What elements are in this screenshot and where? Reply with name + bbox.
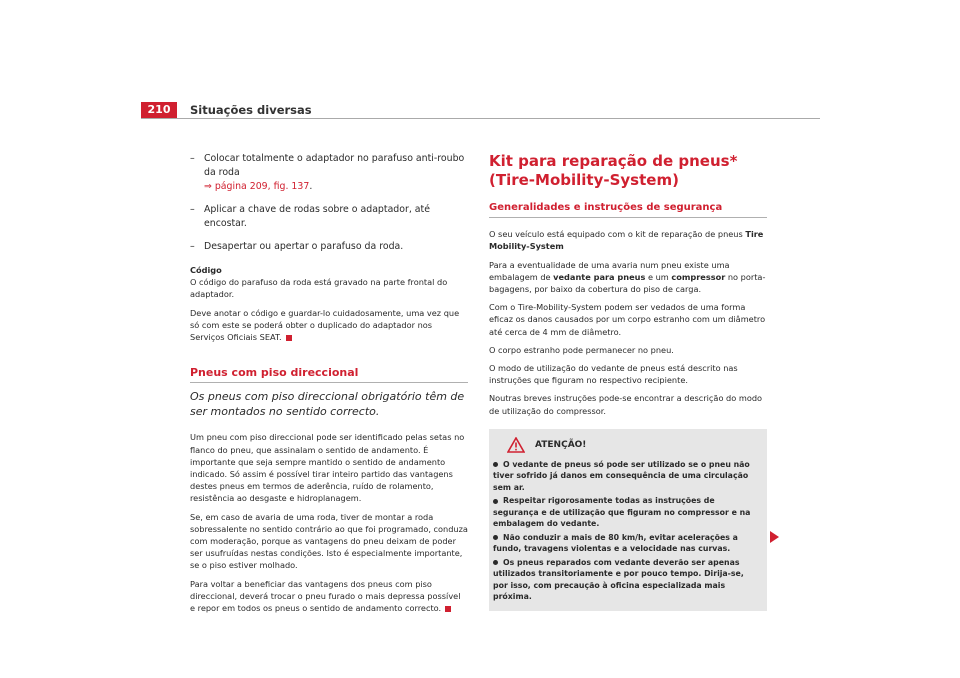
bullet-icon [493, 499, 498, 504]
warning-item-text: Os pneus reparados com vedante deverão ser apenas utilizados transitoriamente e por pouco tempo. Dirija-se, por isso, com precaução à oficina especializada mais próxima. [493, 557, 744, 602]
directional-paragraph-3: Para voltar a beneficiar das vantagens dos pneus com piso direccional, deverá trocar o pneu furado o mais depressa possível e repor em todos os pneus o sentido de andamento correcto. [190, 578, 461, 614]
text-run: e um [645, 271, 672, 282]
warning-item [493, 459, 761, 494]
header-rule [141, 118, 820, 119]
text-run: O seu veículo está equipado com o kit de reparação de pneus [489, 229, 746, 240]
kit-paragraph-4: O corpo estranho pode permanecer no pneu. [489, 344, 674, 355]
directional-paragraph-2: Se, em caso de avaria de uma roda, tiver de montar a roda sobressalente no sentido contrário ao que foi programado, conduza com moderação, porque as vantagens do pneu deixam de poder ser usufruídas nestas condições. Isto é especialmente importante, se o piso estiver molhado. [190, 511, 468, 571]
text-run: Para a eventualidade de uma avaria num pneu existe uma embalagem de [489, 259, 730, 282]
code-paragraph-2-wrap [190, 307, 468, 344]
page-number: 210 [141, 102, 177, 118]
continue-arrow-icon [770, 531, 779, 543]
kit-paragraph-1 [489, 228, 767, 252]
warning-item-text: Não conduzir a mais de 80 km/h, evitar acelerações a fundo, travagens violentas e a velocidade nas curvas. [493, 532, 738, 554]
warning-item [493, 557, 761, 603]
warning-item-text: O vedante de pneus só pode ser utilizado se o pneu não tiver sofrido já danos em consequência de uma circulação sem ar. [493, 459, 750, 492]
step-3 [190, 240, 468, 254]
step-text: Aplicar a chave de rodas sobre o adaptador, até encostar. [204, 204, 430, 229]
kit-section-title: Kit para reparação de pneus* (Tire-Mobility-System) [489, 152, 738, 189]
step-dash: – [190, 153, 195, 164]
warning-item-text: Respeitar rigorosamente todas as instruções de segurança e de utilização que figuram no compressor e na embalagem do vedante. [493, 496, 751, 529]
step-1 [190, 152, 468, 194]
safety-subtitle: Generalidades e instruções de segurança [489, 202, 767, 218]
text-run: no porta-bagagens, por baixo da cobertura do piso de carga. [489, 271, 766, 295]
code-paragraph-2: Deve anotar o código e guardar-lo cuidadosamente, uma vez que só com este se poderá obter o duplicado do adaptador nos Serviços Oficiais SEAT. [190, 307, 460, 343]
warning-heading: ATENÇÃO! [535, 439, 587, 450]
left-column [190, 152, 468, 620]
kit-paragraph-6: Noutras breves instruções pode-se encontrar a descrição do modo de utilização do compressor. [489, 393, 763, 416]
step-suffix: . [309, 181, 313, 192]
step-text: Desapertar ou apertar o parafuso da roda. [204, 241, 404, 252]
section-lead: Os pneus com piso direccional obrigatório têm de ser montados no sentido correcto. [190, 390, 465, 419]
end-of-section-icon [445, 606, 451, 612]
step-text: Colocar totalmente o adaptador no parafuso anti-roubo da roda [204, 153, 465, 178]
right-column [489, 152, 767, 611]
kit-paragraph-3: Com o Tire-Mobility-System podem ser vedados de uma forma eficaz os danos causados por um corpo estranho com um diâmetro até cerca de 4 mm de diâmetro. [489, 302, 766, 337]
bullet-icon [493, 560, 498, 565]
kit-paragraph-5: O modo de utilização do vedante de pneus está descrito nas instruções que figuram no respectivo recipiente. [489, 363, 738, 386]
step-2 [190, 203, 468, 231]
warning-item [493, 532, 761, 555]
emphasis-tms: Tire Mobility-System [489, 229, 764, 252]
bullet-icon [493, 535, 498, 540]
warning-item [493, 495, 761, 530]
bullet-icon [493, 462, 498, 467]
warning-heading-row [507, 437, 761, 453]
code-paragraph-1: O código do parafuso da roda está gravado na parte frontal do adaptador. [190, 277, 448, 300]
page-reference-link[interactable]: ⇒ página 209, fig. 137 [204, 181, 310, 192]
code-heading: Código [190, 265, 222, 275]
running-header-title: Situações diversas [190, 103, 312, 117]
emphasis-compressor: compressor [671, 271, 726, 282]
warning-box [489, 429, 767, 611]
step-dash: – [190, 204, 195, 215]
section-title-directional: Pneus com piso direccional [190, 367, 468, 383]
end-of-section-icon [286, 335, 292, 341]
emphasis-sealant: vedante para pneus [553, 271, 646, 282]
directional-paragraph-1: Um pneu com piso direccional pode ser identificado pelas setas no flanco do pneu, que assinalam o sentido de andamento. É importante que seja sempre mantido o sentido de andamento indicado. Só assim é possível tirar inteiro partido das vantagens destes pneus em termos de aderência, ruído de rolamento, resistência ao desgaste e hidroplanagem. [190, 432, 465, 504]
directional-paragraph-3-wrap [190, 578, 468, 615]
step-dash: – [190, 241, 195, 252]
kit-paragraph-2 [489, 259, 767, 296]
warning-triangle-icon [507, 437, 525, 453]
